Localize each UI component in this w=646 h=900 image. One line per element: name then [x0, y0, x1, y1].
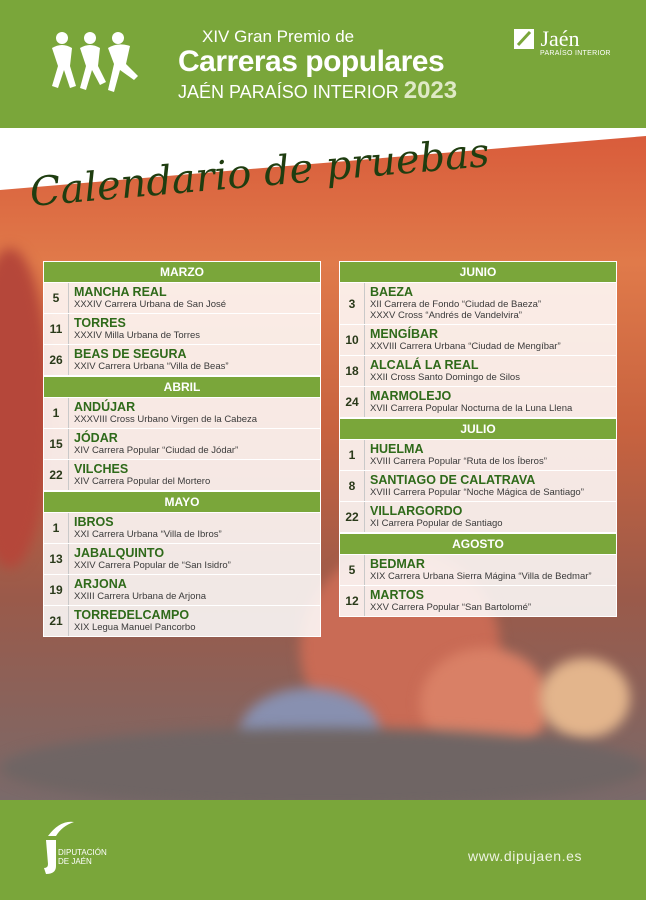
jaen-brand-icon: [514, 29, 536, 49]
race-town: MARMOLEJO: [370, 389, 452, 403]
diputacion-text: [58, 848, 107, 866]
race-row: [43, 544, 321, 575]
race-town: ALCALÁ LA REAL: [370, 358, 479, 372]
race-event: XII Carrera de Fondo “Ciudad de Baeza”: [370, 299, 542, 310]
race-info: [365, 440, 616, 470]
race-info: [365, 325, 616, 355]
race-town: MARTOS: [370, 588, 424, 602]
runners-logo-icon: [46, 30, 142, 102]
left-schedule-column: [43, 261, 321, 637]
race-town: JABALQUINTO: [74, 546, 165, 560]
race-town: BEDMAR: [370, 557, 425, 571]
race-info: [69, 606, 320, 636]
race-info: [69, 398, 320, 428]
month-header: MARZO: [43, 261, 321, 283]
right-schedule-column: [339, 261, 617, 617]
race-town: MANCHA REAL: [74, 285, 167, 299]
race-day: 1: [340, 440, 365, 470]
jaen-brand-name: Jaén: [540, 26, 580, 51]
year: 2023: [403, 77, 458, 104]
race-event: XIX Carrera Urbana Sierra Mágina “Villa de Bedmar”: [370, 571, 592, 582]
race-info: [365, 356, 616, 386]
main-title: Carreras populares: [178, 45, 445, 78]
race-row: [339, 555, 617, 586]
org-line-1: DIPUTACIÓN: [58, 848, 107, 857]
race-event: XVII Carrera Popular Nocturna de la Luna Llena: [370, 403, 573, 414]
race-row: [43, 398, 321, 429]
race-info: [365, 502, 616, 532]
race-event: XXIV Carrera Urbana “Villa de Beas”: [74, 361, 229, 372]
month-header: JULIO: [339, 418, 617, 440]
race-event: XXV Carrera Popular “San Bartolomé”: [370, 602, 532, 613]
race-day: 21: [44, 606, 69, 636]
month-header: MAYO: [43, 491, 321, 513]
race-row: [43, 460, 321, 491]
race-day: 1: [44, 513, 69, 543]
race-event: XXXVIII Cross Urbano Virgen de la Cabeza: [74, 414, 258, 425]
race-event: XXXIV Carrera Urbana de San José: [74, 299, 227, 310]
race-event: XXXIV Milla Urbana de Torres: [74, 330, 201, 341]
race-info: [365, 471, 616, 501]
race-event: XI Carrera Popular de Santiago: [370, 518, 503, 529]
race-row: [339, 387, 617, 418]
race-row: [339, 586, 617, 617]
race-town: BAEZA: [370, 285, 414, 299]
race-day: 22: [44, 460, 69, 490]
race-row: [43, 345, 321, 376]
race-row: [43, 575, 321, 606]
race-info: [69, 575, 320, 605]
race-info: [365, 283, 616, 324]
race-day: 8: [340, 471, 365, 501]
jaen-brand-logo: [514, 26, 611, 57]
jaen-brand-sub: PARAÍSO INTERIOR: [540, 50, 611, 57]
race-town: TORRES: [74, 316, 126, 330]
race-row: [43, 513, 321, 544]
race-town: MENGÍBAR: [370, 327, 439, 341]
race-day: 3: [340, 283, 365, 324]
race-info: [69, 283, 320, 313]
race-event: XXIV Carrera Popular de “San Isidro”: [74, 560, 231, 571]
race-town: BEAS DE SEGURA: [74, 347, 187, 361]
race-info: [69, 345, 320, 375]
org-line-2: DE JAÉN: [58, 857, 92, 866]
race-day: 22: [340, 502, 365, 532]
race-event: XXI Carrera Urbana “Villa de Ibros”: [74, 529, 222, 540]
race-event: XIV Carrera Popular “Ciudad de Jódar”: [74, 445, 239, 456]
race-row: [339, 440, 617, 471]
race-town: TORREDELCAMPO: [74, 608, 190, 622]
month-header: JUNIO: [339, 261, 617, 283]
race-row: [339, 356, 617, 387]
race-event: XXIII Carrera Urbana de Arjona: [74, 591, 207, 602]
race-town: ANDÚJAR: [74, 400, 136, 414]
race-day: 15: [44, 429, 69, 459]
race-row: [43, 429, 321, 460]
race-day: 18: [340, 356, 365, 386]
race-info: [69, 429, 320, 459]
title-block: [178, 28, 498, 103]
edition-line: XIV Gran Premio de: [202, 27, 355, 46]
race-row: [339, 283, 617, 325]
race-row: [339, 471, 617, 502]
race-row: [339, 502, 617, 533]
race-event: XVIII Carrera Popular “Ruta de los Íberos”: [370, 456, 547, 467]
race-town: HUELMA: [370, 442, 424, 456]
race-event: XIX Legua Manuel Pancorbo: [74, 622, 196, 633]
race-town: SANTIAGO DE CALATRAVA: [370, 473, 536, 487]
race-row: [43, 314, 321, 345]
race-day: 12: [340, 586, 365, 616]
race-event: XIV Carrera Popular del Mortero: [74, 476, 211, 487]
calendar-title: Calendario de pruebas: [27, 129, 492, 216]
race-day: 1: [44, 398, 69, 428]
race-day: 10: [340, 325, 365, 355]
subtitle-text: JAÉN PARAÍSO INTERIOR: [178, 82, 399, 102]
race-info: [69, 314, 320, 344]
race-event: XXII Cross Santo Domingo de Silos: [370, 372, 520, 383]
race-row: [43, 283, 321, 314]
race-info: [69, 460, 320, 490]
race-info: [365, 555, 616, 585]
race-town: JÓDAR: [74, 431, 118, 445]
race-info: [69, 513, 320, 543]
month-header: AGOSTO: [339, 533, 617, 555]
diputacion-logo: [40, 820, 107, 881]
race-day: 5: [44, 283, 69, 313]
race-day: 24: [340, 387, 365, 417]
race-town: IBROS: [74, 515, 114, 529]
race-day: 5: [340, 555, 365, 585]
subtitle: [178, 77, 498, 104]
race-info: [365, 586, 616, 616]
website-link[interactable]: www.dipujaen.es: [468, 848, 583, 864]
race-day: 19: [44, 575, 69, 605]
month-header: ABRIL: [43, 376, 321, 398]
race-info: [69, 544, 320, 574]
race-info: [365, 387, 616, 417]
race-town: VILCHES: [74, 462, 129, 476]
race-event: XVIII Carrera Popular “Noche Mágica de Santiago”: [370, 487, 584, 498]
race-town: ARJONA: [74, 577, 127, 591]
race-event: XXVIII Carrera Urbana “Ciudad de Mengíbar”: [370, 341, 561, 352]
race-event-secondary: XXXV Cross “Andrés de Vandelvira”: [370, 310, 522, 321]
race-day: 26: [44, 345, 69, 375]
race-day: 11: [44, 314, 69, 344]
race-town: VILLARGORDO: [370, 504, 463, 518]
race-day: 13: [44, 544, 69, 574]
race-row: [339, 325, 617, 356]
race-row: [43, 606, 321, 637]
